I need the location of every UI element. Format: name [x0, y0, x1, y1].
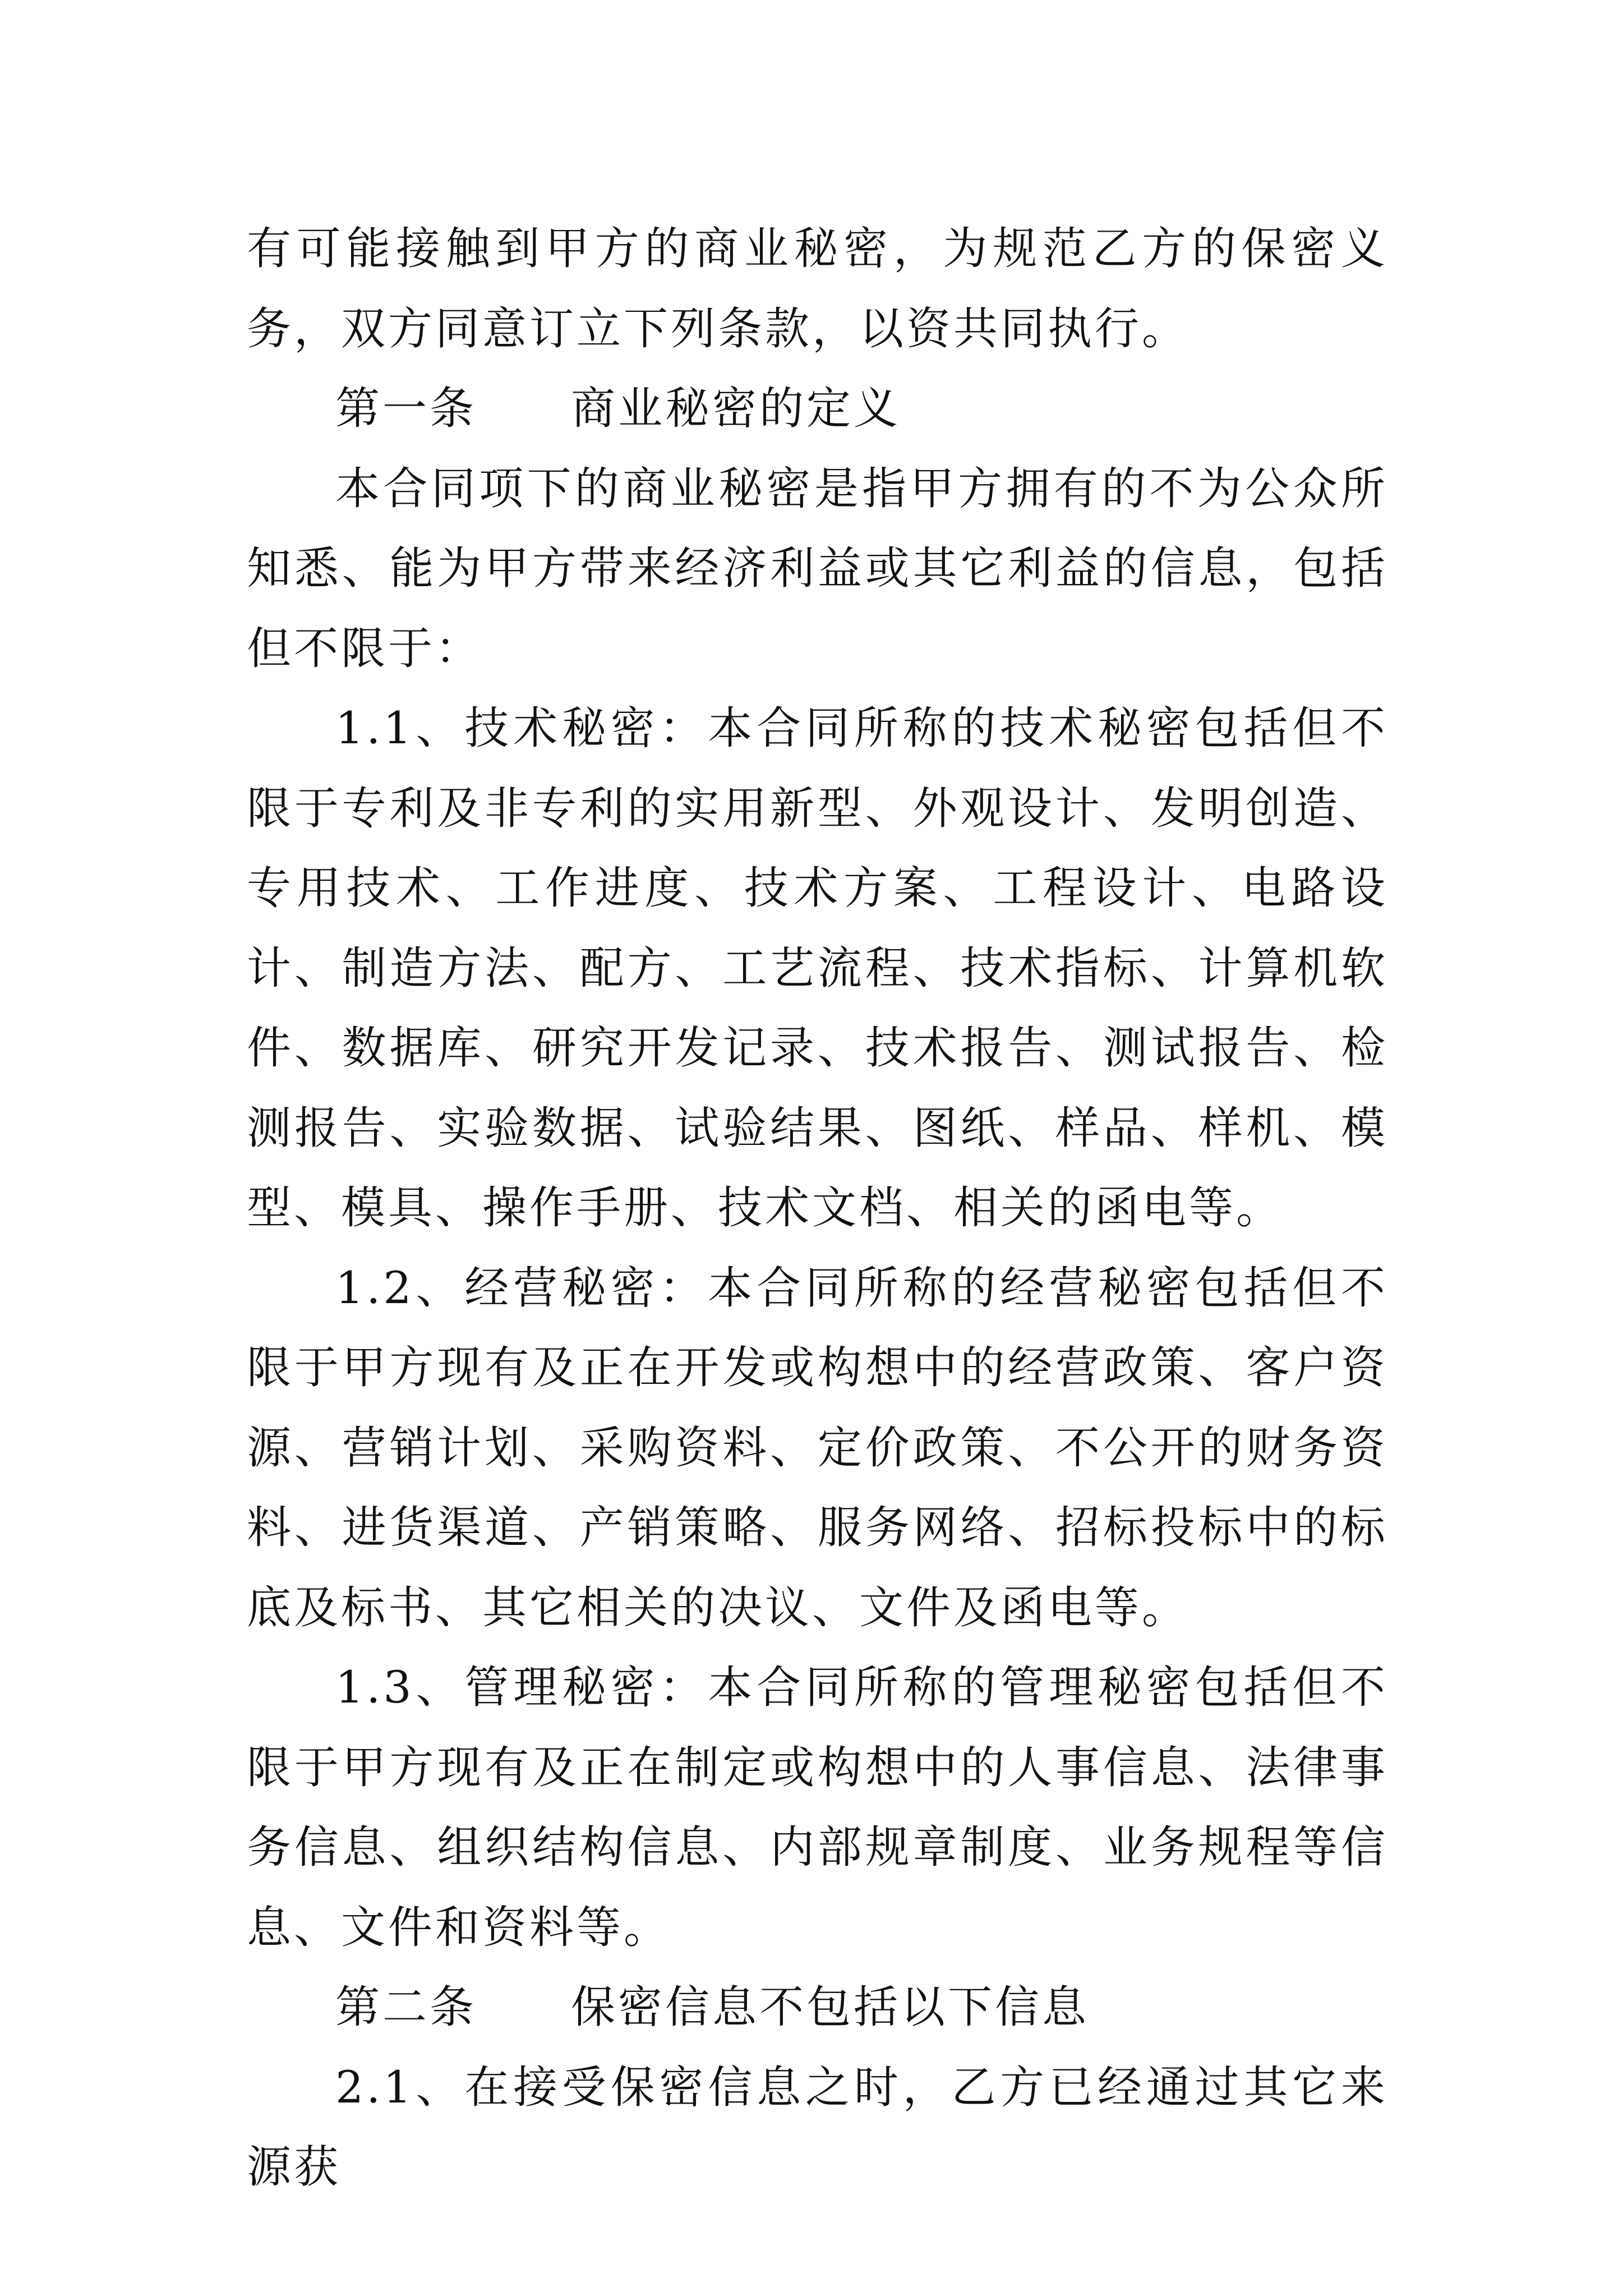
- paragraph-intro-continuation: 有可能接触到甲方的商业秘密，为规范乙方的保密义务，双方同意订立下列条款，以资共同执行。: [247, 223, 1388, 355]
- paragraph-article-1-definition: 本合同项下的商业秘密是指甲方拥有的不为公众所知悉、能为甲方带来经济利益或其它利益的信息，包括但不限于：: [247, 462, 1388, 674]
- clause-2-1: 2.1、在接受保密信息之时，乙方已经通过其它来源获: [247, 2061, 1388, 2193]
- clause-1-3-management-secrets: 1.3、管理秘密：本合同所称的管理秘密包括但不限于甲方现有及正在制定或构想中的人事信息、法律事务信息、组织结构信息、内部规章制度、业务规程等信息、文件和资料等。: [247, 1662, 1388, 1953]
- article-1-heading: 第一条 商业秘密的定义: [335, 383, 901, 434]
- clause-1-1-technical-secrets: 1.1、技术秘密：本合同所称的技术秘密包括但不限于专利及非专利的实用新型、外观设计、发明创造、专用技术、工作进度、技术方案、工程设计、电路设计、制造方法、配方、工艺流程、技术指标、计算机软件、数据库、研究开发记录、技术报告、测试报告、检测报告、实验数据、试验结果、图纸、样品、样机、模型、模具、操作手册、技术文档、相关的函电等。: [247, 702, 1388, 1234]
- article-2-heading: 第二条 保密信息不包括以下信息: [335, 1981, 1089, 2033]
- document-body: [247, 209, 1388, 2207]
- clause-1-2-business-secrets: 1.2、经营秘密：本合同所称的经营秘密包括但不限于甲方现有及正在开发或构想中的经营政策、客户资源、营销计划、采购资料、定价政策、不公开的财务资料、进货渠道、产销策略、服务网络、招标投标中的标底及标书、其它相关的决议、文件及函电等。: [247, 1262, 1388, 1634]
